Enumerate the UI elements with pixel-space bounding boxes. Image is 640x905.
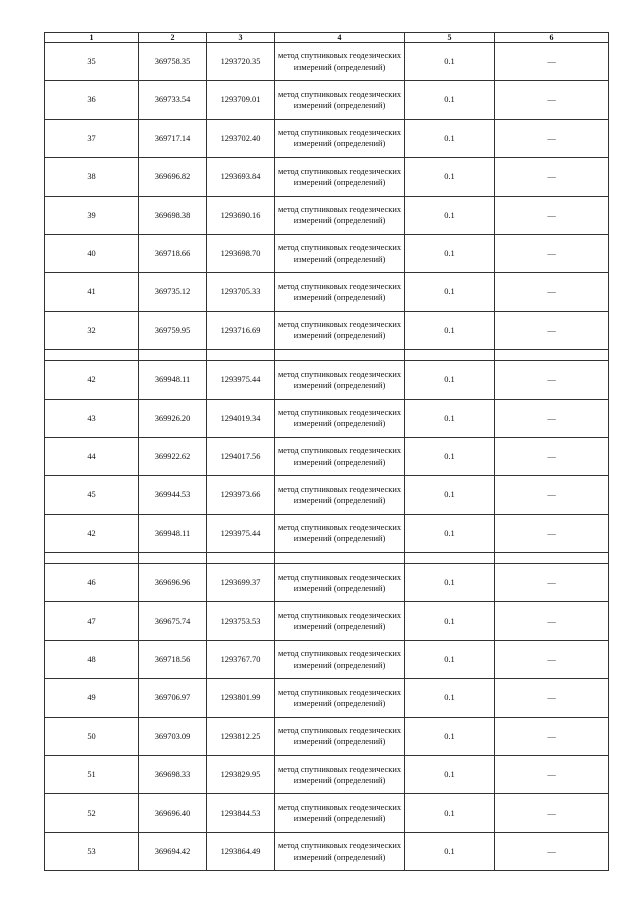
precision-cell: 0.1 xyxy=(405,119,495,157)
x-coordinate-cell: 369694.42 xyxy=(139,832,207,870)
description-cell: — xyxy=(495,602,609,640)
description-cell: — xyxy=(495,564,609,602)
precision-cell: 0.1 xyxy=(405,832,495,870)
table-row xyxy=(45,361,609,399)
description-cell: — xyxy=(495,514,609,552)
point-number-cell: 47 xyxy=(45,602,139,640)
separator-cell xyxy=(139,553,207,564)
precision-cell: 0.1 xyxy=(405,196,495,234)
x-coordinate-cell: 369759.95 xyxy=(139,311,207,349)
y-coordinate-cell: 1293720.35 xyxy=(207,43,275,81)
table-body xyxy=(45,43,609,871)
description-cell: — xyxy=(495,437,609,475)
header-cell-5: 5 xyxy=(405,33,495,43)
y-coordinate-cell: 1293975.44 xyxy=(207,361,275,399)
point-number-cell: 53 xyxy=(45,832,139,870)
description-cell: — xyxy=(495,794,609,832)
point-number-cell: 45 xyxy=(45,476,139,514)
coordinates-table xyxy=(44,32,609,871)
method-cell: метод спутниковых геодезических измерений (определений) xyxy=(275,794,405,832)
table-row xyxy=(45,514,609,552)
y-coordinate-cell: 1293812.25 xyxy=(207,717,275,755)
header-cell-4: 4 xyxy=(275,33,405,43)
x-coordinate-cell: 369758.35 xyxy=(139,43,207,81)
point-number-cell: 32 xyxy=(45,311,139,349)
separator-row xyxy=(45,553,609,564)
table-row xyxy=(45,756,609,794)
precision-cell: 0.1 xyxy=(405,564,495,602)
y-coordinate-cell: 1293829.95 xyxy=(207,756,275,794)
table-row xyxy=(45,43,609,81)
y-coordinate-cell: 1293690.16 xyxy=(207,196,275,234)
point-number-cell: 43 xyxy=(45,399,139,437)
separator-cell xyxy=(275,553,405,564)
method-cell: метод спутниковых геодезических измерений (определений) xyxy=(275,602,405,640)
point-number-cell: 35 xyxy=(45,43,139,81)
method-cell: метод спутниковых геодезических измерений (определений) xyxy=(275,437,405,475)
x-coordinate-cell: 369948.11 xyxy=(139,514,207,552)
x-coordinate-cell: 369696.96 xyxy=(139,564,207,602)
description-cell: — xyxy=(495,717,609,755)
precision-cell: 0.1 xyxy=(405,476,495,514)
table-row xyxy=(45,717,609,755)
description-cell: — xyxy=(495,399,609,437)
precision-cell: 0.1 xyxy=(405,234,495,272)
table-row xyxy=(45,158,609,196)
method-cell: метод спутниковых геодезических измерений (определений) xyxy=(275,158,405,196)
point-number-cell: 49 xyxy=(45,679,139,717)
point-number-cell: 48 xyxy=(45,640,139,678)
x-coordinate-cell: 369944.53 xyxy=(139,476,207,514)
description-cell: — xyxy=(495,640,609,678)
table-row xyxy=(45,794,609,832)
x-coordinate-cell: 369698.33 xyxy=(139,756,207,794)
description-cell: — xyxy=(495,234,609,272)
method-cell: метод спутниковых геодезических измерений (определений) xyxy=(275,361,405,399)
x-coordinate-cell: 369717.14 xyxy=(139,119,207,157)
y-coordinate-cell: 1293975.44 xyxy=(207,514,275,552)
separator-cell xyxy=(405,350,495,361)
method-cell: метод спутниковых геодезических измерений (определений) xyxy=(275,564,405,602)
x-coordinate-cell: 369718.56 xyxy=(139,640,207,678)
method-cell: метод спутниковых геодезических измерений (определений) xyxy=(275,640,405,678)
y-coordinate-cell: 1293699.37 xyxy=(207,564,275,602)
header-cell-6: 6 xyxy=(495,33,609,43)
method-cell: метод спутниковых геодезических измерений (определений) xyxy=(275,119,405,157)
method-cell: метод спутниковых геодезических измерений (определений) xyxy=(275,717,405,755)
y-coordinate-cell: 1293702.40 xyxy=(207,119,275,157)
y-coordinate-cell: 1293716.69 xyxy=(207,311,275,349)
table-row xyxy=(45,399,609,437)
x-coordinate-cell: 369703.09 xyxy=(139,717,207,755)
separator-cell xyxy=(405,553,495,564)
table-row xyxy=(45,832,609,870)
point-number-cell: 42 xyxy=(45,361,139,399)
description-cell: — xyxy=(495,311,609,349)
description-cell: — xyxy=(495,679,609,717)
method-cell: метод спутниковых геодезических измерений (определений) xyxy=(275,756,405,794)
point-number-cell: 46 xyxy=(45,564,139,602)
method-cell: метод спутниковых геодезических измерений (определений) xyxy=(275,832,405,870)
point-number-cell: 50 xyxy=(45,717,139,755)
y-coordinate-cell: 1293753.53 xyxy=(207,602,275,640)
x-coordinate-cell: 369735.12 xyxy=(139,273,207,311)
precision-cell: 0.1 xyxy=(405,794,495,832)
x-coordinate-cell: 369698.38 xyxy=(139,196,207,234)
y-coordinate-cell: 1293693.84 xyxy=(207,158,275,196)
method-cell: метод спутниковых геодезических измерений (определений) xyxy=(275,514,405,552)
method-cell: метод спутниковых геодезических измерений (определений) xyxy=(275,311,405,349)
y-coordinate-cell: 1294019.34 xyxy=(207,399,275,437)
method-cell: метод спутниковых геодезических измерений (определений) xyxy=(275,273,405,311)
y-coordinate-cell: 1293844.53 xyxy=(207,794,275,832)
table-row xyxy=(45,564,609,602)
point-number-cell: 36 xyxy=(45,81,139,119)
method-cell: метод спутниковых геодезических измерений (определений) xyxy=(275,399,405,437)
separator-cell xyxy=(495,553,609,564)
method-cell: метод спутниковых геодезических измерений (определений) xyxy=(275,81,405,119)
point-number-cell: 40 xyxy=(45,234,139,272)
precision-cell: 0.1 xyxy=(405,273,495,311)
point-number-cell: 37 xyxy=(45,119,139,157)
table-row xyxy=(45,196,609,234)
precision-cell: 0.1 xyxy=(405,158,495,196)
method-cell: метод спутниковых геодезических измерений (определений) xyxy=(275,196,405,234)
table-row xyxy=(45,679,609,717)
description-cell: — xyxy=(495,832,609,870)
x-coordinate-cell: 369706.97 xyxy=(139,679,207,717)
precision-cell: 0.1 xyxy=(405,514,495,552)
point-number-cell: 42 xyxy=(45,514,139,552)
x-coordinate-cell: 369718.66 xyxy=(139,234,207,272)
description-cell: — xyxy=(495,158,609,196)
description-cell: — xyxy=(495,119,609,157)
table-row xyxy=(45,273,609,311)
x-coordinate-cell: 369696.82 xyxy=(139,158,207,196)
precision-cell: 0.1 xyxy=(405,640,495,678)
description-cell: — xyxy=(495,43,609,81)
table-row xyxy=(45,476,609,514)
separator-cell xyxy=(207,350,275,361)
method-cell: метод спутниковых геодезических измерений (определений) xyxy=(275,476,405,514)
y-coordinate-cell: 1294017.56 xyxy=(207,437,275,475)
table-row xyxy=(45,234,609,272)
x-coordinate-cell: 369675.74 xyxy=(139,602,207,640)
description-cell: — xyxy=(495,81,609,119)
y-coordinate-cell: 1293801.99 xyxy=(207,679,275,717)
y-coordinate-cell: 1293698.70 xyxy=(207,234,275,272)
x-coordinate-cell: 369926.20 xyxy=(139,399,207,437)
point-number-cell: 52 xyxy=(45,794,139,832)
separator-cell xyxy=(139,350,207,361)
y-coordinate-cell: 1293767.70 xyxy=(207,640,275,678)
separator-cell xyxy=(495,350,609,361)
precision-cell: 0.1 xyxy=(405,399,495,437)
precision-cell: 0.1 xyxy=(405,311,495,349)
header-cell-2: 2 xyxy=(139,33,207,43)
precision-cell: 0.1 xyxy=(405,43,495,81)
separator-cell xyxy=(45,350,139,361)
separator-cell xyxy=(275,350,405,361)
table-row xyxy=(45,311,609,349)
method-cell: метод спутниковых геодезических измерений (определений) xyxy=(275,43,405,81)
separator-cell xyxy=(207,553,275,564)
y-coordinate-cell: 1293709.01 xyxy=(207,81,275,119)
table-row xyxy=(45,81,609,119)
precision-cell: 0.1 xyxy=(405,81,495,119)
point-number-cell: 51 xyxy=(45,756,139,794)
description-cell: — xyxy=(495,756,609,794)
header-cell-1: 1 xyxy=(45,33,139,43)
point-number-cell: 44 xyxy=(45,437,139,475)
x-coordinate-cell: 369922.62 xyxy=(139,437,207,475)
precision-cell: 0.1 xyxy=(405,756,495,794)
header-row xyxy=(45,33,609,43)
y-coordinate-cell: 1293864.49 xyxy=(207,832,275,870)
x-coordinate-cell: 369733.54 xyxy=(139,81,207,119)
table-row xyxy=(45,437,609,475)
y-coordinate-cell: 1293705.33 xyxy=(207,273,275,311)
point-number-cell: 41 xyxy=(45,273,139,311)
precision-cell: 0.1 xyxy=(405,602,495,640)
description-cell: — xyxy=(495,196,609,234)
method-cell: метод спутниковых геодезических измерений (определений) xyxy=(275,679,405,717)
x-coordinate-cell: 369948.11 xyxy=(139,361,207,399)
x-coordinate-cell: 369696.40 xyxy=(139,794,207,832)
y-coordinate-cell: 1293973.66 xyxy=(207,476,275,514)
table-row xyxy=(45,602,609,640)
precision-cell: 0.1 xyxy=(405,717,495,755)
method-cell: метод спутниковых геодезических измерений (определений) xyxy=(275,234,405,272)
precision-cell: 0.1 xyxy=(405,679,495,717)
point-number-cell: 39 xyxy=(45,196,139,234)
description-cell: — xyxy=(495,361,609,399)
table-row xyxy=(45,119,609,157)
description-cell: — xyxy=(495,476,609,514)
separator-cell xyxy=(45,553,139,564)
separator-row xyxy=(45,350,609,361)
header-cell-3: 3 xyxy=(207,33,275,43)
precision-cell: 0.1 xyxy=(405,361,495,399)
precision-cell: 0.1 xyxy=(405,437,495,475)
table-row xyxy=(45,640,609,678)
point-number-cell: 38 xyxy=(45,158,139,196)
description-cell: — xyxy=(495,273,609,311)
